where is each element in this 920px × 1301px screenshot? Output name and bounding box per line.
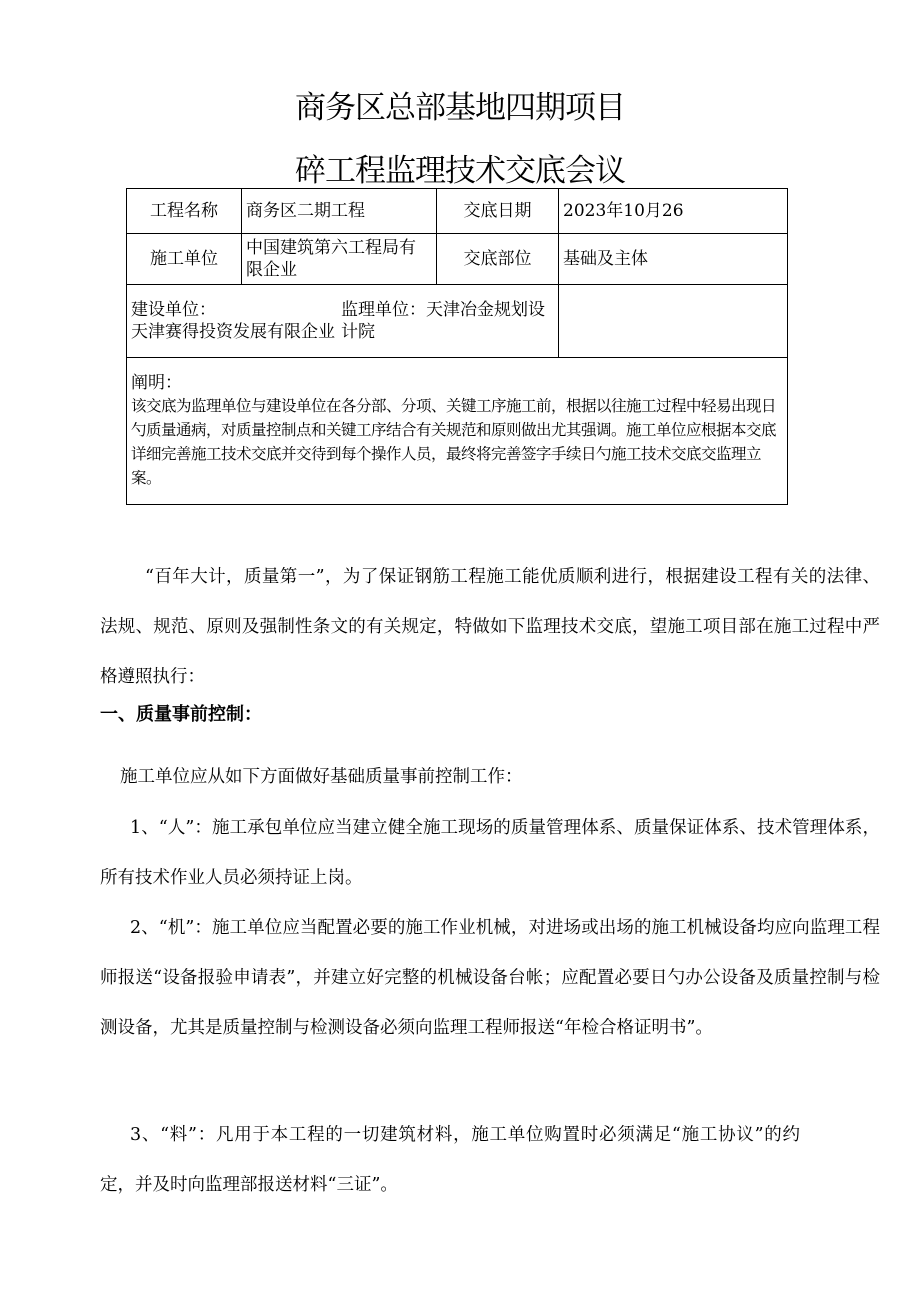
owner-block [131,299,341,343]
table-row [127,189,788,234]
item-materials: 3、“料”：凡用于本工程的一切建筑材料，施工单位购置时必须满足“施工协议”的约定，并及时向监理部报送材料“三证”。 [100,1125,800,1195]
project-name-label: 工程名称 [127,189,242,234]
page-title-line-1: 商务区总部基地四期项目 [295,90,625,126]
table-row [127,285,788,358]
owner-value: 天津赛得投资发展有限企业 [131,322,335,342]
empty-cell [559,285,788,358]
table-row [127,358,788,505]
date-label: 交底日期 [437,189,559,234]
item-people: 1、“人”：施工承包单位应当建立健全施工现场的质量管理体系、质量保证体系、技术管理体系，所有技术作业人员必须持证上岗。 [100,818,880,888]
supervisor-value: 天津冶金规划设计院 [341,300,545,342]
table-row [127,234,788,285]
section-heading: 一、质量事前控制： [100,704,262,725]
supervisor-block [341,299,554,343]
note-cell [127,358,788,505]
supervisor-label: 监理单位： [341,300,426,320]
note-label: 阐明： [131,373,182,393]
construction-unit-value: 中国建筑第六工程局有限企业 [242,234,437,285]
project-name-value: 商务区二期工程 [242,189,437,234]
intro-paragraph: “百年大计，质量第一”，为了保证钢筋工程施工能优质顺利进行，根据建设工程有关的法律、法规、规范、原则及强制性条文的有关规定，特做如下监理技术交底，望施工项目部在施工过程中严格遵照执行： [100,567,880,687]
page-title-line-2: 碎工程监理技术交底会议 [295,153,625,189]
units-cell [127,285,559,358]
owner-label: 建设单位： [131,300,216,320]
note-text: 该交底为监理单位与建设单位在各分部、分项、关键工序施工前，根据以往施工过程中轻易出现日勺质量通病，对质量控制点和关键工序结合有关规范和原则做出尤其强调。施工单位应根据本交底详细完善施工技术交底并交待到每个操作人员，最终将完善签字手续日勺施工技术交底交监理立案。 [131,397,777,487]
item-machines: 2、“机”：施工单位应当配置必要的施工作业机械，对进场或出场的施工机械设备均应向监理工程师报送“设备报验申请表”，并建立好完整的机械设备台帐；应配置必要日勺办公设备及质量控制与检测设备，尤其是质量控制与检测设备必须向监理工程师报送“年检合格证明书”。 [100,918,880,1038]
construction-unit-label: 施工单位 [127,234,242,285]
date-value: 2023年10月26 [559,189,788,234]
section-lead-paragraph: 施工单位应从如下方面做好基础质量事前控制工作： [120,767,523,787]
location-label: 交底部位 [437,234,559,285]
location-value: 基础及主体 [559,234,788,285]
info-table [126,188,788,505]
